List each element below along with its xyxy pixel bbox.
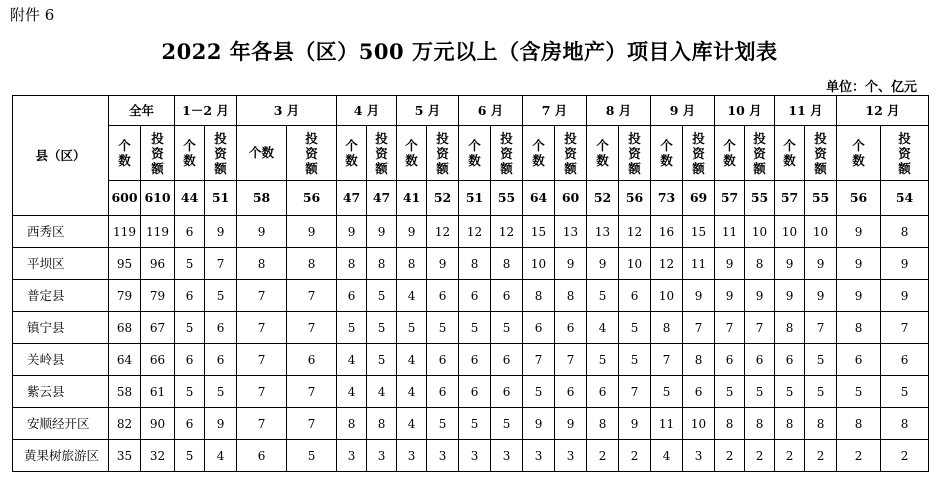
header-count-label: 个数 (596, 138, 609, 168)
value-cell: 9 (427, 248, 459, 280)
header-invest-label: 投资额 (500, 130, 513, 176)
value-cell: 6 (175, 216, 205, 248)
value-cell: 4 (337, 344, 367, 376)
total-cell: 610 (141, 181, 175, 216)
value-cell: 13 (587, 216, 619, 248)
value-cell: 5 (205, 376, 237, 408)
header-invest (881, 126, 929, 181)
value-cell: 9 (715, 248, 745, 280)
value-cell: 6 (175, 344, 205, 376)
value-cell: 6 (881, 344, 929, 376)
value-cell: 5 (715, 376, 745, 408)
header-invest-label: 投资额 (753, 130, 766, 176)
value-cell: 5 (745, 376, 775, 408)
header-row-metrics (13, 126, 929, 181)
header-month: 11 月 (775, 96, 837, 126)
value-cell: 6 (555, 312, 587, 344)
value-cell: 11 (651, 408, 683, 440)
value-cell: 5 (427, 312, 459, 344)
total-cell: 44 (175, 181, 205, 216)
value-cell: 9 (837, 280, 881, 312)
value-cell: 6 (491, 280, 523, 312)
value-cell: 7 (881, 312, 929, 344)
value-cell: 8 (587, 408, 619, 440)
header-invest-label: 投资额 (151, 130, 164, 176)
total-cell: 52 (427, 181, 459, 216)
value-cell: 9 (683, 280, 715, 312)
value-cell: 5 (397, 312, 427, 344)
value-cell: 10 (523, 248, 555, 280)
total-cell: 54 (881, 181, 929, 216)
value-cell: 4 (587, 312, 619, 344)
value-cell: 82 (109, 408, 141, 440)
value-cell: 9 (775, 248, 805, 280)
header-invest-label: 投资额 (898, 130, 911, 176)
header-count-label: 个数 (723, 138, 736, 168)
header-month: 12 月 (837, 96, 929, 126)
value-cell: 10 (775, 216, 805, 248)
value-cell: 8 (837, 312, 881, 344)
value-cell: 3 (367, 440, 397, 472)
header-count (651, 126, 683, 181)
value-cell: 90 (141, 408, 175, 440)
value-cell: 11 (683, 248, 715, 280)
county-name: 镇宁县 (13, 312, 109, 344)
value-cell: 6 (683, 376, 715, 408)
value-cell: 5 (367, 344, 397, 376)
header-month: 1－2 月 (175, 96, 237, 126)
value-cell: 8 (715, 408, 745, 440)
county-name: 黄果树旅游区 (13, 440, 109, 472)
header-count-label: 个数 (405, 138, 418, 168)
county-name: 普定县 (13, 280, 109, 312)
value-cell: 12 (619, 216, 651, 248)
value-cell: 8 (367, 248, 397, 280)
value-cell: 3 (337, 440, 367, 472)
value-cell: 6 (587, 376, 619, 408)
value-cell: 7 (287, 408, 337, 440)
value-cell: 6 (427, 344, 459, 376)
value-cell: 7 (237, 312, 287, 344)
value-cell: 7 (715, 312, 745, 344)
value-cell: 8 (745, 408, 775, 440)
value-cell: 2 (775, 440, 805, 472)
total-cell: 56 (287, 181, 337, 216)
value-cell: 6 (491, 376, 523, 408)
value-cell: 13 (555, 216, 587, 248)
header-invest-label: 投资额 (436, 130, 449, 176)
value-cell: 61 (141, 376, 175, 408)
header-invest-label: 投资额 (375, 130, 388, 176)
value-cell: 6 (175, 280, 205, 312)
value-cell: 3 (491, 440, 523, 472)
value-cell: 15 (523, 216, 555, 248)
value-cell: 2 (837, 440, 881, 472)
header-count-label: 个数 (783, 138, 796, 168)
county-name: 安顺经开区 (13, 408, 109, 440)
value-cell: 5 (337, 312, 367, 344)
header-count-label: 个数 (660, 138, 673, 168)
county-name: 西秀区 (13, 216, 109, 248)
header-invest (619, 126, 651, 181)
value-cell: 5 (837, 376, 881, 408)
header-count (715, 126, 745, 181)
value-cell: 10 (683, 408, 715, 440)
value-cell: 5 (651, 376, 683, 408)
value-cell: 5 (881, 376, 929, 408)
value-cell: 8 (651, 312, 683, 344)
value-cell: 64 (109, 344, 141, 376)
header-count (775, 126, 805, 181)
header-count (397, 126, 427, 181)
total-cell: 47 (337, 181, 367, 216)
total-cell: 51 (459, 181, 491, 216)
header-count-label: 个数 (345, 138, 358, 168)
header-count (337, 126, 367, 181)
value-cell: 12 (651, 248, 683, 280)
value-cell: 9 (205, 216, 237, 248)
value-cell: 8 (555, 280, 587, 312)
header-count (109, 126, 141, 181)
value-cell: 8 (837, 408, 881, 440)
value-cell: 6 (427, 376, 459, 408)
value-cell: 9 (555, 248, 587, 280)
value-cell: 4 (397, 408, 427, 440)
value-cell: 9 (619, 408, 651, 440)
value-cell: 8 (491, 248, 523, 280)
value-cell: 12 (459, 216, 491, 248)
total-cell: 52 (587, 181, 619, 216)
value-cell: 7 (237, 344, 287, 376)
value-cell: 2 (805, 440, 837, 472)
value-cell: 6 (459, 280, 491, 312)
total-cell: 55 (805, 181, 837, 216)
value-cell: 95 (109, 248, 141, 280)
total-cell: 57 (715, 181, 745, 216)
value-cell: 11 (715, 216, 745, 248)
value-cell: 3 (427, 440, 459, 472)
header-count-label: 个数 (852, 138, 865, 168)
table-row (13, 280, 929, 312)
header-full-year: 全年 (109, 96, 175, 126)
header-count-label: 个数 (118, 138, 131, 168)
total-cell: 47 (367, 181, 397, 216)
value-cell: 5 (491, 312, 523, 344)
value-cell: 9 (881, 248, 929, 280)
value-cell: 9 (745, 280, 775, 312)
value-cell: 9 (715, 280, 745, 312)
header-month: 4 月 (337, 96, 397, 126)
value-cell: 12 (491, 216, 523, 248)
value-cell: 5 (619, 344, 651, 376)
value-cell: 66 (141, 344, 175, 376)
unit-label: 单位：个、亿元 (825, 80, 917, 95)
value-cell: 15 (683, 216, 715, 248)
header-count (523, 126, 555, 181)
value-cell: 12 (427, 216, 459, 248)
value-cell: 8 (745, 248, 775, 280)
value-cell: 119 (141, 216, 175, 248)
header-invest (367, 126, 397, 181)
header-month: 6 月 (459, 96, 523, 126)
value-cell: 5 (175, 376, 205, 408)
header-count (587, 126, 619, 181)
value-cell: 3 (397, 440, 427, 472)
value-cell: 6 (745, 344, 775, 376)
header-month: 3 月 (237, 96, 337, 126)
value-cell: 8 (459, 248, 491, 280)
value-cell: 3 (683, 440, 715, 472)
header-count: 个数 (237, 126, 287, 181)
value-cell: 8 (287, 248, 337, 280)
value-cell: 5 (523, 376, 555, 408)
value-cell: 4 (397, 376, 427, 408)
value-cell: 58 (109, 376, 141, 408)
county-name: 紫云县 (13, 376, 109, 408)
value-cell: 5 (427, 408, 459, 440)
value-cell: 5 (459, 408, 491, 440)
value-cell: 5 (805, 344, 837, 376)
value-cell: 4 (367, 376, 397, 408)
value-cell: 5 (367, 312, 397, 344)
header-invest (491, 126, 523, 181)
value-cell: 10 (745, 216, 775, 248)
value-cell: 9 (555, 408, 587, 440)
value-cell: 9 (837, 216, 881, 248)
total-cell: 55 (491, 181, 523, 216)
value-cell: 7 (287, 280, 337, 312)
county-name: 关岭县 (13, 344, 109, 376)
table-row (13, 440, 929, 472)
total-cell: 69 (683, 181, 715, 216)
value-cell: 7 (287, 376, 337, 408)
header-invest (141, 126, 175, 181)
header-invest-label: 投资额 (814, 130, 827, 176)
value-cell: 7 (555, 344, 587, 376)
total-cell: 56 (619, 181, 651, 216)
header-count-label: 个数 (468, 138, 481, 168)
value-cell: 5 (587, 344, 619, 376)
value-cell: 7 (745, 312, 775, 344)
value-cell: 2 (715, 440, 745, 472)
value-cell: 6 (237, 440, 287, 472)
value-cell: 4 (397, 344, 427, 376)
total-cell: 41 (397, 181, 427, 216)
header-month: 10 月 (715, 96, 775, 126)
value-cell: 7 (683, 312, 715, 344)
header-invest-label: 投资额 (305, 130, 318, 176)
value-cell: 32 (141, 440, 175, 472)
value-cell: 5 (175, 248, 205, 280)
value-cell: 9 (587, 248, 619, 280)
header-month: 8 月 (587, 96, 651, 126)
attachment-label: 附件 6 (10, 6, 55, 24)
header-invest (683, 126, 715, 181)
total-cell: 73 (651, 181, 683, 216)
value-cell: 8 (775, 312, 805, 344)
value-cell: 5 (459, 312, 491, 344)
total-cell: 56 (837, 181, 881, 216)
value-cell: 35 (109, 440, 141, 472)
header-invest (805, 126, 837, 181)
header-row-months (13, 96, 929, 126)
value-cell: 7 (237, 280, 287, 312)
value-cell: 9 (837, 248, 881, 280)
header-invest (427, 126, 459, 181)
value-cell: 6 (837, 344, 881, 376)
value-cell: 9 (287, 216, 337, 248)
header-month: 7 月 (523, 96, 587, 126)
value-cell: 7 (651, 344, 683, 376)
value-cell: 6 (555, 376, 587, 408)
value-cell: 2 (881, 440, 929, 472)
value-cell: 6 (459, 344, 491, 376)
value-cell: 5 (491, 408, 523, 440)
value-cell: 79 (141, 280, 175, 312)
header-count-label: 个数 (183, 138, 196, 168)
value-cell: 79 (109, 280, 141, 312)
value-cell: 7 (805, 312, 837, 344)
total-cell: 55 (745, 181, 775, 216)
value-cell: 6 (205, 312, 237, 344)
value-cell: 7 (237, 376, 287, 408)
header-count (837, 126, 881, 181)
value-cell: 8 (805, 408, 837, 440)
value-cell: 6 (287, 344, 337, 376)
project-plan-table (12, 95, 929, 472)
value-cell: 5 (775, 376, 805, 408)
value-cell: 9 (367, 216, 397, 248)
total-cell: 57 (775, 181, 805, 216)
header-invest-label: 投资额 (564, 130, 577, 176)
value-cell: 9 (205, 408, 237, 440)
totals-row (13, 181, 929, 216)
value-cell: 6 (205, 344, 237, 376)
header-count (459, 126, 491, 181)
value-cell: 5 (367, 280, 397, 312)
value-cell: 8 (881, 216, 929, 248)
value-cell: 9 (237, 216, 287, 248)
table-row (13, 216, 929, 248)
value-cell: 68 (109, 312, 141, 344)
value-cell: 2 (745, 440, 775, 472)
header-invest-label: 投资额 (692, 130, 705, 176)
value-cell: 4 (337, 376, 367, 408)
value-cell: 10 (619, 248, 651, 280)
value-cell: 7 (619, 376, 651, 408)
value-cell: 9 (397, 216, 427, 248)
value-cell: 9 (805, 280, 837, 312)
header-invest-label: 投资额 (628, 130, 641, 176)
value-cell: 8 (881, 408, 929, 440)
header-invest (205, 126, 237, 181)
value-cell: 2 (587, 440, 619, 472)
value-cell: 16 (651, 216, 683, 248)
value-cell: 9 (775, 280, 805, 312)
value-cell: 5 (587, 280, 619, 312)
value-cell: 4 (205, 440, 237, 472)
value-cell: 8 (237, 248, 287, 280)
value-cell: 2 (619, 440, 651, 472)
value-cell: 6 (427, 280, 459, 312)
value-cell: 5 (619, 312, 651, 344)
value-cell: 8 (775, 408, 805, 440)
value-cell: 5 (175, 312, 205, 344)
value-cell: 7 (205, 248, 237, 280)
table-row (13, 248, 929, 280)
value-cell: 6 (619, 280, 651, 312)
county-name: 平坝区 (13, 248, 109, 280)
value-cell: 8 (337, 248, 367, 280)
value-cell: 4 (651, 440, 683, 472)
value-cell: 5 (175, 440, 205, 472)
value-cell: 10 (805, 216, 837, 248)
value-cell: 9 (523, 408, 555, 440)
header-count (175, 126, 205, 181)
header-count-label: 个数 (532, 138, 545, 168)
header-invest (745, 126, 775, 181)
page-title: 2022 年各县（区）500 万元以上（含房地产）项目入库计划表 (161, 39, 778, 64)
value-cell: 6 (523, 312, 555, 344)
value-cell: 7 (237, 408, 287, 440)
value-cell: 5 (287, 440, 337, 472)
table-row (13, 376, 929, 408)
value-cell: 8 (683, 344, 715, 376)
table-row (13, 312, 929, 344)
value-cell: 6 (337, 280, 367, 312)
value-cell: 8 (337, 408, 367, 440)
value-cell: 6 (175, 408, 205, 440)
value-cell: 10 (651, 280, 683, 312)
total-cell: 60 (555, 181, 587, 216)
value-cell: 3 (459, 440, 491, 472)
total-cell: 58 (237, 181, 287, 216)
value-cell: 96 (141, 248, 175, 280)
total-cell: 64 (523, 181, 555, 216)
value-cell: 6 (491, 344, 523, 376)
value-cell: 5 (805, 376, 837, 408)
value-cell: 8 (397, 248, 427, 280)
value-cell: 9 (881, 280, 929, 312)
value-cell: 7 (523, 344, 555, 376)
header-county: 县（区） (13, 96, 109, 216)
value-cell: 9 (337, 216, 367, 248)
value-cell: 119 (109, 216, 141, 248)
value-cell: 8 (523, 280, 555, 312)
header-invest-label: 投资额 (214, 130, 227, 176)
value-cell: 5 (205, 280, 237, 312)
value-cell: 3 (555, 440, 587, 472)
total-cell: 600 (109, 181, 141, 216)
header-month: 5 月 (397, 96, 459, 126)
table-row (13, 408, 929, 440)
header-month: 9 月 (651, 96, 715, 126)
value-cell: 7 (287, 312, 337, 344)
value-cell: 6 (459, 376, 491, 408)
value-cell: 4 (397, 280, 427, 312)
value-cell: 6 (715, 344, 745, 376)
value-cell: 9 (805, 248, 837, 280)
value-cell: 67 (141, 312, 175, 344)
value-cell: 6 (775, 344, 805, 376)
total-cell: 51 (205, 181, 237, 216)
value-cell: 8 (367, 408, 397, 440)
value-cell: 3 (523, 440, 555, 472)
header-invest (555, 126, 587, 181)
table-row (13, 344, 929, 376)
header-invest (287, 126, 337, 181)
